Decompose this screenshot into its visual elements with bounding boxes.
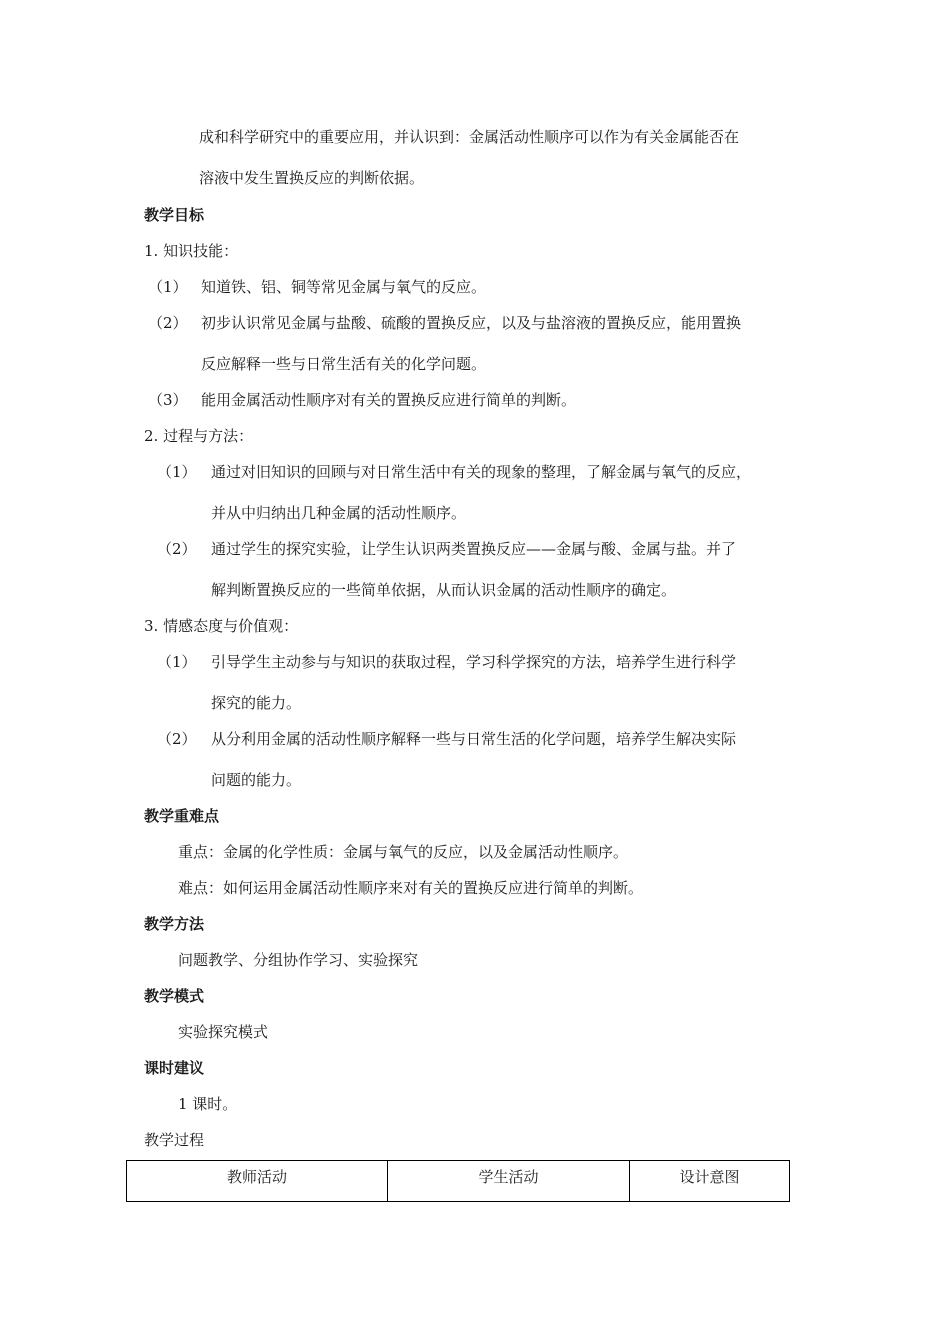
- mode-heading: 教学模式: [144, 987, 205, 1005]
- focus-text: 重点：金属的化学性质：金属与氧气的反应，以及金属活动性顺序。: [178, 843, 629, 861]
- keypoints-heading: 教学重难点: [144, 807, 220, 825]
- emotion-title: 3. 情感态度与价值观：: [144, 617, 299, 635]
- header-design-intent: 设计意图: [630, 1161, 790, 1202]
- process-table: [126, 1160, 790, 1202]
- table-header-row: [127, 1161, 790, 1202]
- emotion-item-1-num: （1）: [157, 653, 197, 671]
- process-item-1-text: 通过对旧知识的回顾与对日常生活中有关的现象的整理，了解金属与氧气的反应，: [211, 463, 752, 481]
- methods-heading: 教学方法: [144, 915, 205, 933]
- methods-text: 问题教学、分组协作学习、实验探究: [178, 951, 419, 969]
- emotion-item-1-text-cont: 探究的能力。: [211, 694, 302, 712]
- knowledge-item-3-text: 能用金属活动性顺序对有关的置换反应进行简单的判断。: [201, 391, 577, 409]
- hours-text: 1 课时。: [178, 1095, 238, 1113]
- process-item-1-text-cont: 并从中归纳出几种金属的活动性顺序。: [211, 504, 467, 522]
- emotion-item-2-text: 从分利用金属的活动性顺序解释一些与日常生活的化学问题，培养学生解决实际: [211, 730, 737, 748]
- hours-heading: 课时建议: [144, 1059, 205, 1077]
- knowledge-title: 1. 知识技能：: [144, 242, 239, 260]
- process-title: 2. 过程与方法：: [144, 427, 254, 445]
- knowledge-item-1-text: 知道铁、铝、铜等常见金属与氧气的反应。: [201, 278, 487, 296]
- process-item-2-text-cont: 解判断置换反应的一些简单依据，从而认识金属的活动性顺序的确定。: [211, 581, 677, 599]
- knowledge-item-2-text: 初步认识常见金属与盐酸、硫酸的置换反应，以及与盐溶液的置换反应，能用置换: [201, 314, 742, 332]
- process-item-1-num: （1）: [157, 463, 197, 481]
- emotion-item-2-num: （2）: [157, 730, 197, 748]
- knowledge-item-2-num: （2）: [148, 314, 188, 332]
- emotion-item-2-text-cont: 问题的能力。: [211, 771, 302, 789]
- knowledge-item-2-text-cont: 反应解释一些与日常生活有关的化学问题。: [201, 355, 487, 373]
- objectives-heading: 教学目标: [144, 206, 205, 224]
- knowledge-item-3-num: （3）: [148, 391, 188, 409]
- header-student-activity: 学生活动: [388, 1161, 630, 1202]
- mode-text: 实验探究模式: [178, 1023, 269, 1041]
- process-item-2-text: 通过学生的探究实验，让学生认识两类置换反应——金属与酸、金属与盐。并了: [211, 540, 737, 558]
- intro-line-2: 溶液中发生置换反应的判断依据。: [199, 169, 425, 187]
- header-teacher-activity: 教师活动: [127, 1161, 388, 1202]
- emotion-item-1-text: 引导学生主动参与与知识的获取过程，学习科学探究的方法，培养学生进行科学: [211, 653, 737, 671]
- knowledge-item-1-num: （1）: [148, 278, 188, 296]
- intro-line-1: 成和科学研究中的重要应用，并认识到：金属活动性顺序可以作为有关金属能否在: [199, 128, 740, 146]
- process-label: 教学过程: [144, 1131, 205, 1149]
- process-item-2-num: （2）: [157, 540, 197, 558]
- difficulty-text: 难点：如何运用金属活动性顺序来对有关的置换反应进行简单的判断。: [178, 879, 644, 897]
